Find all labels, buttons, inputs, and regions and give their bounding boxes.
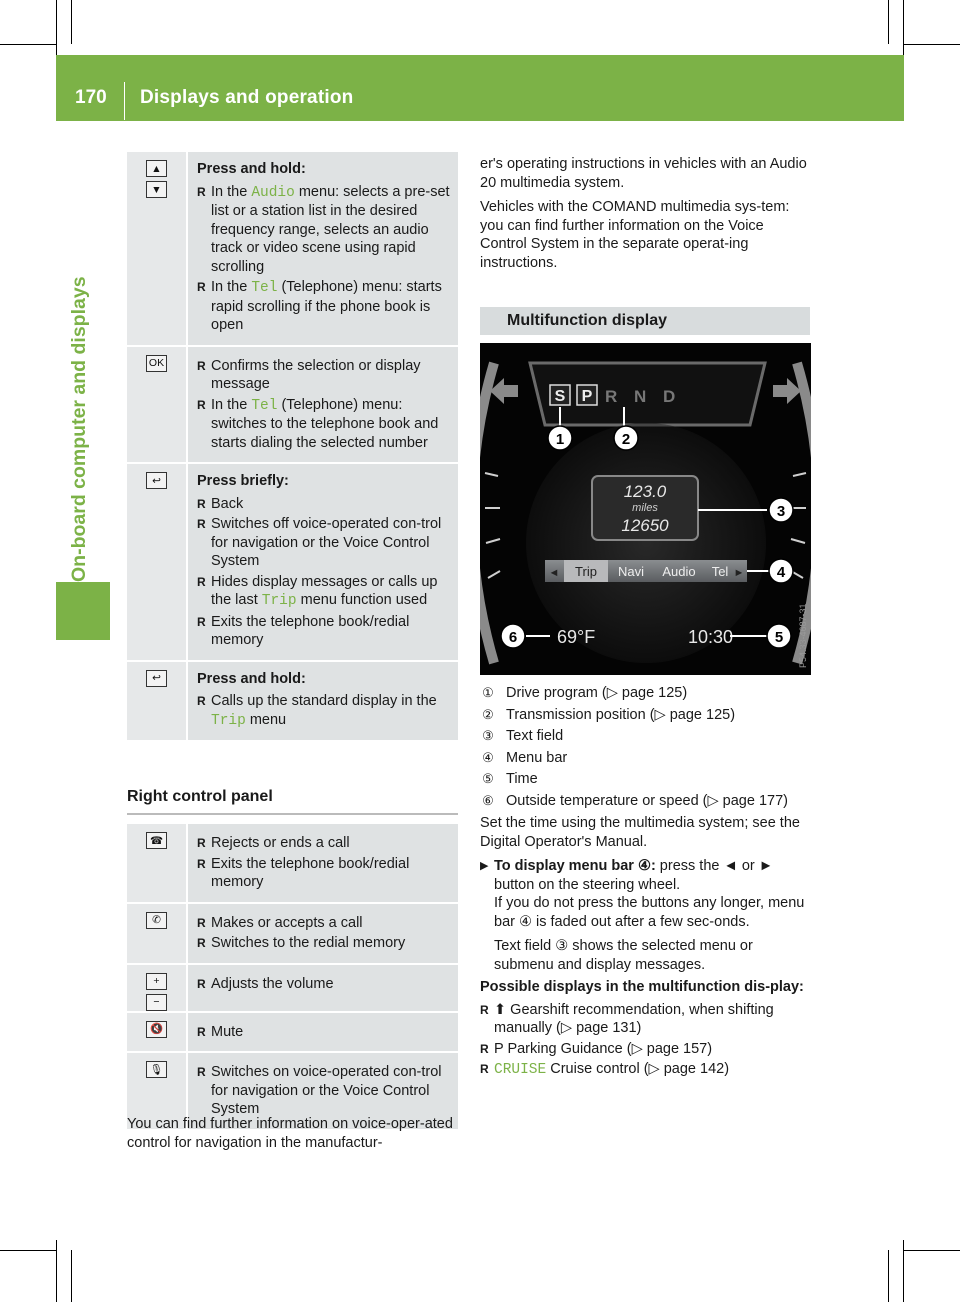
- intro-paragraph: er's operating instructions in vehicles with an Audio 20 multimedia system.: [480, 156, 807, 191]
- key-cell: [127, 965, 186, 1011]
- bullet-item: R Switches on voice-operated con-trol for navigation or the Voice Control System: [197, 1063, 450, 1119]
- control-button-icon: 🎙: [146, 1061, 167, 1078]
- table-row: [127, 963, 458, 1011]
- bullet-item: R Exits the telephone book/redial memory: [197, 613, 450, 650]
- crop-mark: [56, 0, 57, 55]
- key-cell: [127, 824, 186, 902]
- step-label: To display menu bar ④:: [494, 858, 656, 874]
- legend-item: [480, 749, 810, 768]
- steering-button-icon: ↩: [146, 472, 167, 489]
- bullet-item: R P Parking Guidance (▷ page 157): [480, 1040, 810, 1059]
- legend-text: Menu bar: [506, 749, 568, 766]
- callout-1: 1: [555, 431, 565, 448]
- description-cell: [186, 904, 458, 963]
- menu-trip: Trip: [575, 564, 597, 579]
- time-note: Set the time using the multimedia system; see the Digital Operator's Manual.: [480, 815, 800, 850]
- legend-number: ⑤: [482, 771, 494, 786]
- crop-mark: [904, 44, 960, 45]
- legend-number: ①: [482, 685, 494, 700]
- table-row: [127, 462, 458, 660]
- bullet-item: R Adjusts the volume: [197, 975, 450, 994]
- crop-mark: [888, 1250, 889, 1302]
- legend-item: [480, 727, 810, 746]
- callout-6: 6: [508, 629, 518, 646]
- steering-button-icon: OK: [146, 355, 167, 372]
- description-cell: [186, 464, 458, 660]
- bullet-item: R In the Tel (Telephone) menu: starts rapid scrolling if the phone book is open: [197, 278, 450, 335]
- bullet-item: R Hides display messages or calls up the last Trip menu function used: [197, 573, 450, 611]
- table-row: [127, 1011, 458, 1052]
- bullet-item: R In the Tel (Telephone) menu: switches to the telephone book and starts dialing the selected number: [197, 396, 450, 453]
- menu-navi: Navi: [617, 564, 645, 579]
- menu-name: Tel: [251, 397, 278, 414]
- table-row: [127, 822, 458, 902]
- possible-displays-heading: Possible displays in the multifunction dis-play:: [480, 979, 804, 995]
- instrument-cluster-illustration: [480, 343, 811, 675]
- bullet-item: R Switches off voice-operated con-trol for navigation or the Voice Control System: [197, 515, 450, 571]
- legend-text: Text field: [506, 728, 564, 744]
- control-button-icon: −: [146, 994, 167, 1011]
- menu-tel: Tel: [711, 564, 729, 579]
- step-paragraph: Text field ③ shows the selected menu or submenu and display messages.: [494, 938, 753, 973]
- steering-button-icon: ▲: [146, 160, 167, 177]
- possible-displays-list: [480, 1001, 810, 1080]
- legend-text: Drive program (▷ page 125): [506, 685, 688, 701]
- step-text: press the ◄ or ► button on the steering wheel.: [494, 858, 774, 893]
- outside-temperature: 69°F: [557, 627, 596, 647]
- steering-button-icon: ▼: [146, 181, 167, 198]
- legend-item: [480, 684, 810, 703]
- page-number: 170: [75, 87, 107, 108]
- image-code: P54.33-4687-31: [798, 603, 808, 668]
- text-field-odometer: 12650: [621, 516, 669, 535]
- row-title: Press briefly:: [197, 473, 289, 489]
- table-row: [127, 345, 458, 463]
- bullet-item: R Mute: [197, 1023, 450, 1042]
- right-control-panel-heading: Right control panel: [127, 788, 458, 815]
- mfd-section-heading: Multifunction display: [480, 307, 810, 335]
- bullet-item: R In the Audio menu: selects a pre-set list or a station list in the desired frequency range, selects an audio track or video scene using rapid scrolling: [197, 183, 450, 277]
- transmission-p: P: [581, 388, 593, 405]
- key-cell: [127, 662, 186, 741]
- bullet-item: R Back: [197, 495, 450, 514]
- description-cell: [186, 152, 458, 345]
- legend-item: [480, 792, 810, 811]
- bullet-item: R Rejects or ends a call: [197, 834, 450, 853]
- key-cell: [127, 904, 186, 963]
- control-button-icon: 🔇: [146, 1021, 167, 1038]
- legend-number: ⑥: [482, 792, 494, 808]
- description-cell: [186, 347, 458, 463]
- legend-text: Outside temperature or speed (▷ page 177): [506, 792, 788, 809]
- key-cell: [127, 152, 186, 345]
- control-button-icon: ✆: [146, 912, 167, 929]
- intro-text: [480, 155, 810, 278]
- crop-mark: [904, 1250, 960, 1251]
- control-button-icon: +: [146, 973, 167, 990]
- bullet-item: R Exits the telephone book/redial memory: [197, 855, 450, 892]
- steering-button-icon: ↩: [146, 670, 167, 687]
- description-cell: [186, 1013, 458, 1052]
- crop-mark: [56, 1240, 57, 1302]
- bullet-item: R Confirms the selection or display message: [197, 357, 450, 394]
- text-field-value: 123.0: [623, 482, 667, 501]
- callout-3: 3: [776, 503, 786, 520]
- callout-2: 2: [621, 431, 631, 448]
- menu-name: Trip: [211, 712, 246, 729]
- page-title: Displays and operation: [140, 87, 354, 108]
- control-button-icon: ☎: [146, 832, 167, 849]
- bullet-item: R ⬆ Gearshift recommendation, when shifting manually (▷ page 131): [480, 1001, 810, 1038]
- bullet-item: R Calls up the standard display in the Trip menu: [197, 692, 450, 730]
- callout-5: 5: [774, 629, 784, 646]
- display-symbol-icon: ⬆: [494, 1001, 507, 1018]
- row-title: Press and hold:: [197, 670, 306, 687]
- multifunction-display-image: [480, 343, 811, 675]
- description-cell: [186, 824, 458, 902]
- mfd-description: [480, 684, 810, 1080]
- bullet-item: R CRUISE Cruise control (▷ page 142): [480, 1060, 810, 1080]
- clock-time: 10:30: [688, 627, 734, 647]
- legend-item: [480, 706, 810, 725]
- table-row: [127, 902, 458, 963]
- display-symbol-code: CRUISE: [494, 1062, 547, 1078]
- key-cell: [127, 347, 186, 463]
- crop-mark: [71, 1250, 72, 1302]
- text-field-unit: miles: [632, 502, 658, 514]
- crop-mark: [0, 1250, 56, 1251]
- gear-positions: R N D: [605, 387, 682, 406]
- legend-text: Time: [506, 771, 538, 787]
- crop-mark: [71, 0, 72, 44]
- crop-mark: [903, 0, 904, 55]
- menu-name: Audio: [251, 184, 295, 201]
- legend-number: ③: [482, 728, 494, 743]
- bullet-item: R Makes or accepts a call: [197, 914, 450, 933]
- legend-text: Transmission position (▷ page 125): [506, 706, 736, 723]
- intro-paragraph: Vehicles with the COMAND multimedia sys-tem: you can find further information on the Voice Control System in the separate operat-ing instructions.: [480, 199, 790, 271]
- display-symbol-icon: P: [494, 1040, 504, 1057]
- crop-mark: [0, 44, 56, 45]
- svg-text:◄: ◄: [548, 567, 560, 579]
- callout-4: 4: [776, 564, 786, 581]
- table-row: [127, 660, 458, 741]
- step-paragraph: If you do not press the buttons any longer, menu bar ④ is faded out after a few sec-onds.: [494, 895, 805, 930]
- description-cell: [186, 662, 458, 741]
- menu-bar-instruction: [480, 857, 810, 974]
- right-control-panel-table: [127, 822, 458, 1129]
- menu-name: Trip: [261, 593, 297, 609]
- menu-name: Tel: [251, 280, 278, 296]
- header-divider: [124, 82, 125, 120]
- steering-controls-table: [127, 150, 458, 740]
- row-title: Press and hold:: [197, 161, 306, 177]
- table-row: [127, 150, 458, 345]
- key-cell: [127, 1013, 186, 1052]
- side-chapter-title: On-board computer and displays: [68, 276, 90, 582]
- crop-mark: [888, 0, 889, 44]
- drive-program-s: S: [554, 388, 566, 405]
- bullet-item: R Switches to the redial memory: [197, 934, 450, 953]
- legend-list: [480, 684, 810, 810]
- left-footer-text: You can find further information on voice-oper-ated control for navigation in the manufactur-: [127, 1116, 453, 1151]
- key-cell: [127, 464, 186, 660]
- legend-number: ④: [482, 749, 494, 765]
- svg-text:►: ►: [733, 567, 745, 579]
- menu-audio: Audio: [662, 564, 696, 579]
- legend-number: ②: [482, 706, 494, 722]
- legend-item: [480, 770, 810, 789]
- side-tab-square: [56, 582, 110, 640]
- description-cell: [186, 965, 458, 1011]
